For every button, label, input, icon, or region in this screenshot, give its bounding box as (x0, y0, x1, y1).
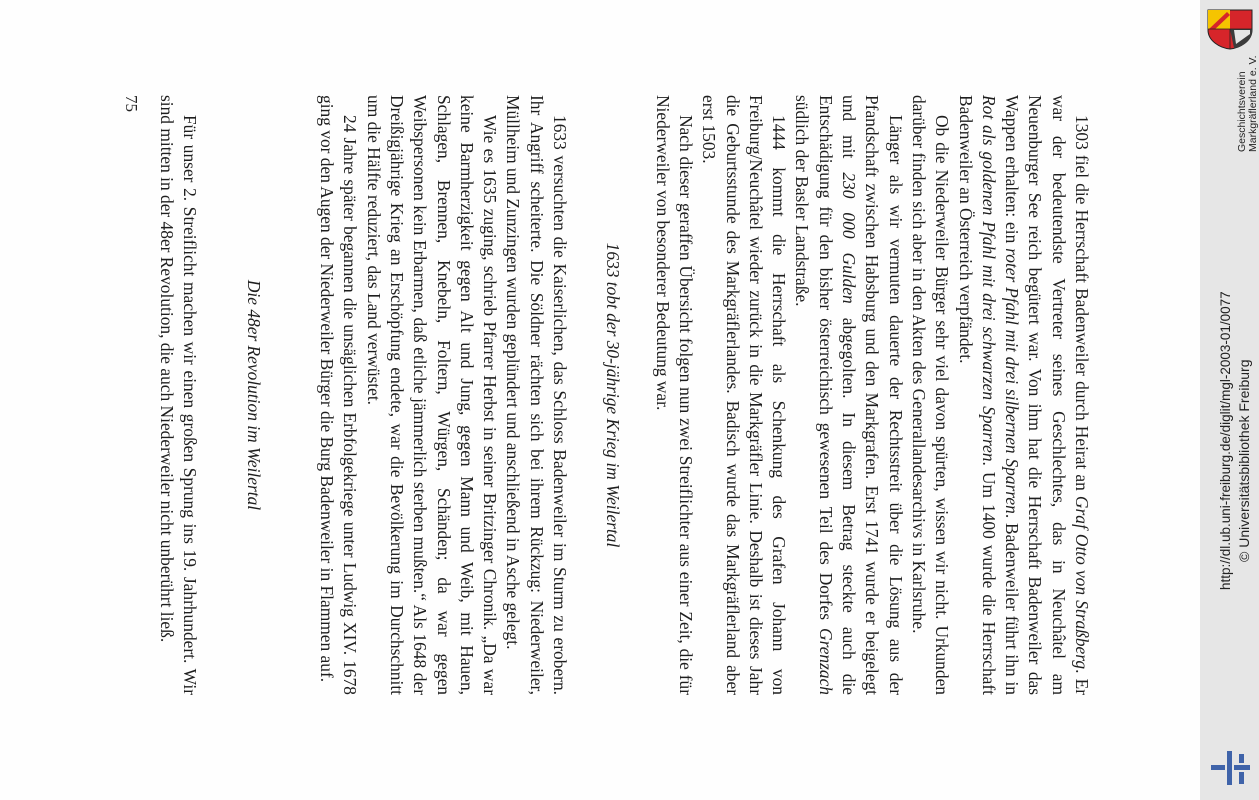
section-48-revolution (155, 95, 202, 695)
text-run: . Um 1400 wurde die Herrschaft Badenweiler an Österreich verpfändet. (955, 95, 999, 695)
italic-text: Grenzach (815, 628, 836, 695)
text-run: Nach dieser geraffen Übersicht folgen nun zwei Streiflichter aus einer Zeit, die für Niederweiler von besonderer Bedeutung war. (652, 95, 696, 695)
text-run: . Badenweiler führt ihn in (1002, 513, 1023, 695)
italic-text: Rot als goldenen Pfahl mit drei schwarzen Sparren (978, 95, 999, 462)
text-run: Für unser 2. Streiflicht machen wir einen großen Sprung ins 19. Jahrhundert. Wir sind mitten in der 48er Revolution, die auch Niederweiler nicht unberührt ließ. (157, 95, 201, 695)
section-history (650, 95, 1093, 695)
history-paragraph (697, 95, 790, 695)
page-number: 75 (122, 95, 141, 112)
text-run: 1633 versuchten die Kaiserlichen, das Schloss Badenweiler im Sturm zu erobern. Ihr Angriff scheiterte. Die Söldner rächten sich bei ihrem Rückzug: Niederweiler, Müllheim und Zunzingen wurden geplündert und anschließend in Asche gelegt. (503, 95, 571, 695)
rotated-page-content (93, 95, 1093, 695)
italic-text: 230 000 Gulden (839, 172, 860, 304)
source-url-link[interactable]: http://dl.ub.uni-freiburg.de/diglit/mgl-2003-01/0077 (1218, 291, 1233, 590)
text-run: . Er war der bedeutendste Vertreter seines Geschlechtes, das in Neuchâtel am Neuenburger See reich begütert war. Von ihm hat die Herrschaft Badenweiler das Wappen erhalten: ein (1002, 95, 1092, 695)
heading-30-years-war: 1633 tobt der 30-jährige Krieg im Weilertal (603, 242, 624, 548)
history-paragraph (650, 95, 697, 695)
italic-text: roter Pfahl mit drei silbernen Sparren (1002, 248, 1023, 514)
library-credit: © Universitätsbibliothek Freiburg (1236, 359, 1252, 562)
war-paragraph (361, 95, 501, 695)
war-paragraph (315, 95, 362, 695)
text-run: 1303 fiel die Herrschaft Badenweiler durch Heirat an (1072, 115, 1092, 496)
text-run: südlich der Basler Landstraße. (792, 95, 813, 307)
text-column (155, 95, 1093, 695)
text-run: Ob die Niederweiler Bürger sehr viel davon spürten, wissen wir nicht. Urkunden darüber finden sich aber in den Akten des Generallandesarchivs in Karlsruhe. (908, 95, 953, 695)
text-run: abgegolten. In diesem Betrag steckte auch die Entschädigung für den bisher österreichisch gewesenen Teil des Dorfes (815, 95, 860, 695)
society-name-line1: Geschichtsverein (1236, 71, 1248, 152)
italic-text: Graf Otto von Straßberg (1072, 495, 1092, 670)
text-run: Wie es 1635 zuging, schrieb Pfarrer Herbst in seiner Britzinger Chronik. „Da war keine Barmherzigkeit gegen Alt und Jung, gegen Mann und Weib, mit Hauen, Schlagen, Brennen, Knebeln, Foltern, Würgen, Schänden; da war gegen Weibspersonen kein Erbarmen, daß etliche jämmerlich sterben mußten.“ Als 1648 der Dreißigjährige Krieg an Erschöpfung endete, war die Bevölkerung im Durchschnitt um die Hälfte reduziert, das Land verwüstet. (363, 95, 501, 695)
revolution-paragraph (155, 95, 202, 695)
text-run: 1444 kommt die Herrschaft als Schenkung des Grafen Johann von Freiburg/Neuchâtel wieder zurück in die Markgräfler Linie. Deshalb ist dieses Jahr die Geburtsstunde des Markgräflerlandes. Badisch wurde das Markgräflerland aber erst 1503. (699, 95, 790, 695)
coat-of-arms-icon (1206, 8, 1254, 50)
heading-48-revolution: Die 48er Revolution im Weilertal (243, 279, 264, 511)
society-name-line2: Markgräflerland e. V. (1247, 55, 1259, 152)
section-30-years-war (315, 95, 571, 695)
text-run: Länger als wir vermuten dauerte der Rechtsstreit über die Lösung aus der Pfandschaft zwischen Habsburg und den Markgrafen. Erst 1741 wurde er beigelegt und mit (839, 95, 906, 695)
history-paragraph (907, 95, 954, 695)
war-paragraph (501, 95, 571, 695)
history-paragraph (953, 95, 1093, 695)
uni-freiburg-logo-icon (1209, 748, 1253, 788)
history-paragraph (790, 95, 906, 695)
text-run: 24 Jahre später begannen die unsäglichen Erbfolgekriege unter Ludwig XIV. 1678 ging vor den Augen der Niederweiler Bürger die Burg Badenweiler in Flammen auf. (317, 95, 361, 695)
